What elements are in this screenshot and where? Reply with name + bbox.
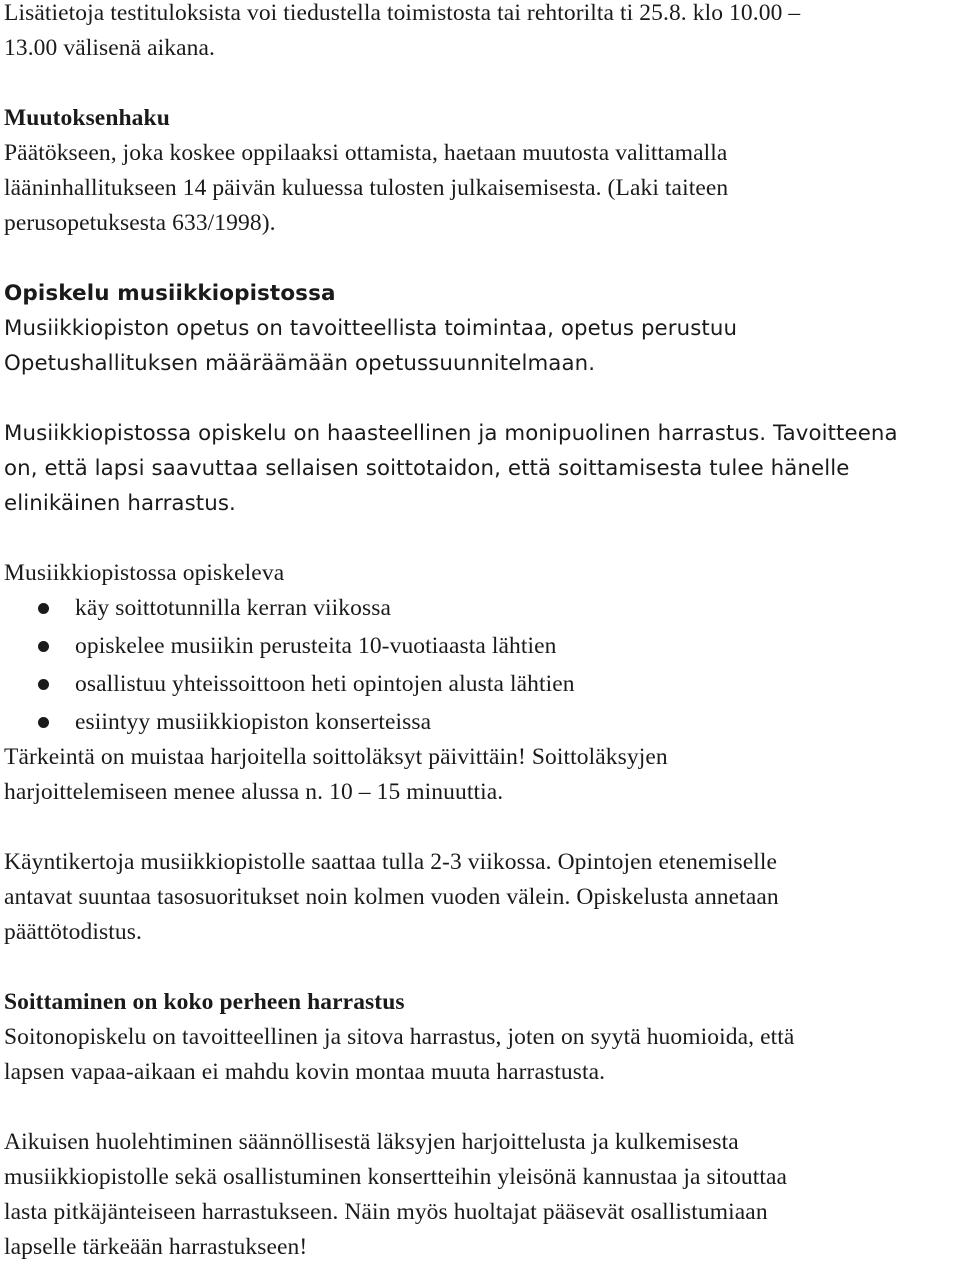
bullet-icon <box>38 717 49 728</box>
perhe-section <box>4 985 956 1265</box>
bullet-icon <box>38 679 49 690</box>
text-line: lapselle tärkeään harrastukseen! <box>4 1234 308 1260</box>
text-line: harjoittelemiseen menee alussa n. 10 – 15 minuuttia. <box>4 779 504 805</box>
section-heading: Soittaminen on koko perheen harrastus <box>4 989 405 1015</box>
list-item-text: opiskelee musiikin perusteita 10-vuotiaasta lähtien <box>75 633 557 659</box>
text-line: Lisätietoja testituloksista voi tiedustella toimistosta tai rehtorilta ti 25.8. klo 10.00 – <box>4 0 801 26</box>
list-item-text: esiintyy musiikkiopiston konserteissa <box>75 709 432 735</box>
text-line: 13.00 välisenä aikana. <box>4 35 216 61</box>
text-line: lapsen vapaa-aikaan ei mahdu kovin montaa muuta harrastusta. <box>4 1059 606 1085</box>
paragraph-gap <box>4 521 956 556</box>
list-item <box>4 629 956 664</box>
paragraph-gap <box>4 810 956 845</box>
text-line: päättötodistus. <box>4 919 142 945</box>
intro-section <box>4 0 956 66</box>
text-line: Musiikkiopistossa opiskelu on haasteellinen ja monipuolinen harrastus. Tavoitteena <box>4 421 898 446</box>
paragraph-gap <box>4 66 956 101</box>
text-line: on, että lapsi saavuttaa sellaisen soittotaidon, että soittamisesta tulee hänelle <box>4 456 850 481</box>
list-intro: Musiikkiopistossa opiskeleva <box>4 560 285 586</box>
muutoksenhaku-section <box>4 101 956 241</box>
text-line: Aikuisen huolehtiminen säännöllisestä läksyjen harjoittelusta ja kulkemisesta <box>4 1129 739 1155</box>
text-line: musiikkiopistolle sekä osallistuminen konsertteihin yleisönä kannustaa ja sitouttaa <box>4 1164 788 1190</box>
text-line: Opetushallituksen määräämään opetussuunnitelmaan. <box>4 351 596 376</box>
text-line: elinikäinen harrastus. <box>4 491 236 516</box>
opiskelu-section <box>4 276 956 950</box>
section-heading: Muutoksenhaku <box>4 105 170 131</box>
document-page <box>4 0 956 1265</box>
text-line: antavat suuntaa tasosuoritukset noin kolmen vuoden välein. Opiskelusta annetaan <box>4 884 779 910</box>
text-line: Musiikkiopiston opetus on tavoitteellista toimintaa, opetus perustuu <box>4 316 738 341</box>
list-item <box>4 667 956 702</box>
list-item <box>4 591 956 626</box>
list-item <box>4 705 956 740</box>
text-line: Soitonopiskelu on tavoitteellinen ja sitova harrastus, joten on syytä huomioida, että <box>4 1024 795 1050</box>
text-line: lasta pitkäjänteiseen harrastukseen. Näin myös huoltajat pääsevät osallistumiaan <box>4 1199 768 1225</box>
list-item-text: osallistuu yhteissoittoon heti opintojen alusta lähtien <box>75 671 575 697</box>
paragraph-gap <box>4 1090 956 1125</box>
paragraph-gap <box>4 381 956 416</box>
bullet-icon <box>38 603 49 614</box>
text-line: Käyntikertoja musiikkiopistolle saattaa tulla 2-3 viikossa. Opintojen etenemiselle <box>4 849 778 875</box>
text-line: Päätökseen, joka koskee oppilaaksi ottamista, haetaan muutosta valittamalla <box>4 140 728 166</box>
text-line: lääninhallitukseen 14 päivän kuluessa tulosten julkaisemisesta. (Laki taiteen <box>4 175 729 201</box>
text-line: perusopetuksesta 633/1998). <box>4 210 276 236</box>
text-line: Tärkeintä on muistaa harjoitella soittoläksyt päivittäin! Soittoläksyjen <box>4 744 668 770</box>
paragraph-gap <box>4 241 956 276</box>
paragraph-gap <box>4 950 956 985</box>
list-item-text: käy soittotunnilla kerran viikossa <box>75 595 392 621</box>
section-heading: Opiskelu musiikkiopistossa <box>4 281 336 306</box>
bullet-list <box>4 591 956 740</box>
bullet-icon <box>38 641 49 652</box>
